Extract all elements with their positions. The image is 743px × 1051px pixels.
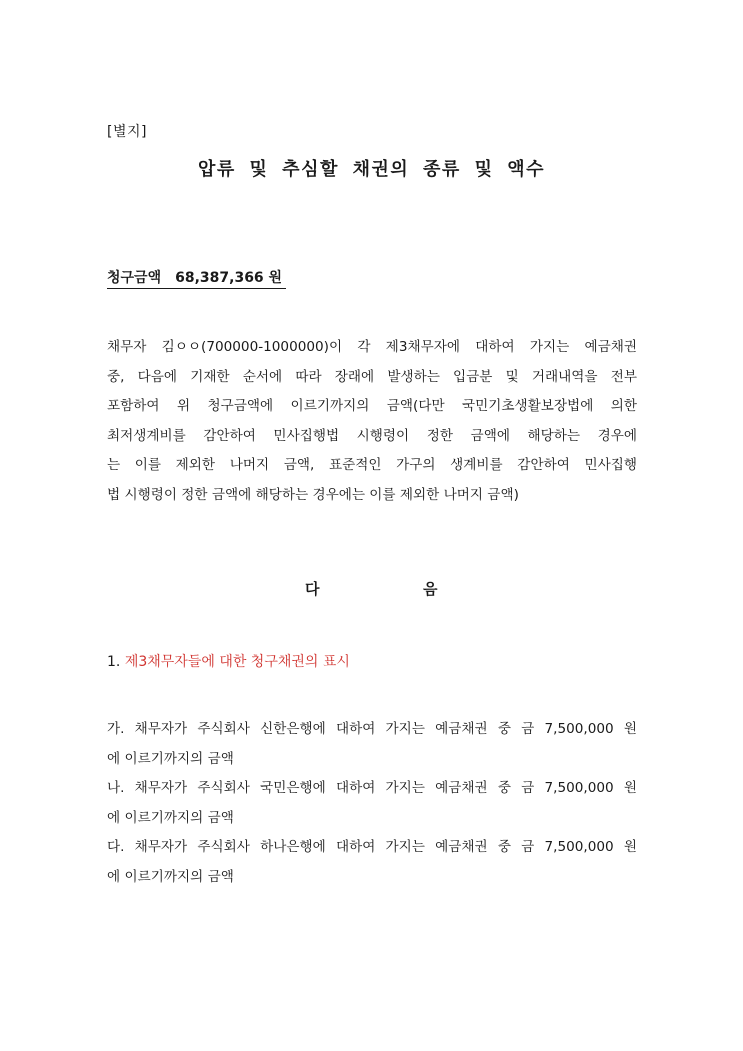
claim-items-list [107,715,637,892]
section-1-heading [107,651,350,671]
paragraph-line: 채무자 김ㅇㅇ(700000-1000000)이 각 제3채무자에 대하여 가지는 예금채권 [107,339,637,355]
section-number: 1. [107,654,121,670]
daum-heading-first: 다 [305,580,320,598]
list-item: 다. 채무자가 주식회사 하나은행에 대하여 가지는 예금채권 중 금 7,500,000 원 [107,839,637,855]
paragraph-line: 는 이를 제외한 나머지 금액, 표준적인 가구의 생계비를 감안하여 민사집행 [107,457,637,473]
paragraph-line: 최저생계비를 감안하여 민사집행법 시행령이 정한 금액에 해당하는 경우에 [107,427,637,444]
attachment-label: [별지] [107,124,147,140]
section-title: 제3채무자들에 대한 청구채권의 표시 [124,654,350,670]
claim-label: 청구금액 [107,270,162,286]
paragraph-line: 중, 다음에 기재한 순서에 따라 장래에 발생하는 입금분 및 거래내역을 전부 [107,368,637,385]
list-item-continuation: 에 이르기까지의 금액 [107,868,234,885]
list-item: 가. 채무자가 주식회사 신한은행에 대하여 가지는 예금채권 중 금 7,500,000 원 [107,721,637,737]
claim-amount: 68,387,366 원 [175,270,283,286]
list-item-continuation: 에 이르기까지의 금액 [107,809,234,826]
list-item: 나. 채무자가 주식회사 국민은행에 대하여 가지는 예금채권 중 금 7,500,000 원 [107,780,637,796]
paragraph-line: 법 시행령이 정한 금액에 해당하는 경우에는 이를 제외한 나머지 금액) [107,486,519,503]
daum-heading-second: 음 [423,580,438,598]
main-paragraph [107,333,637,510]
paragraph-line: 포함하여 위 청구금액에 이르기까지의 금액(다만 국민기초생활보장법에 의한 [107,398,637,414]
claim-amount-line [107,267,286,289]
document-title: 압류 및 추심할 채권의 종류 및 액수 [197,159,546,180]
list-item-continuation: 에 이르기까지의 금액 [107,750,234,767]
